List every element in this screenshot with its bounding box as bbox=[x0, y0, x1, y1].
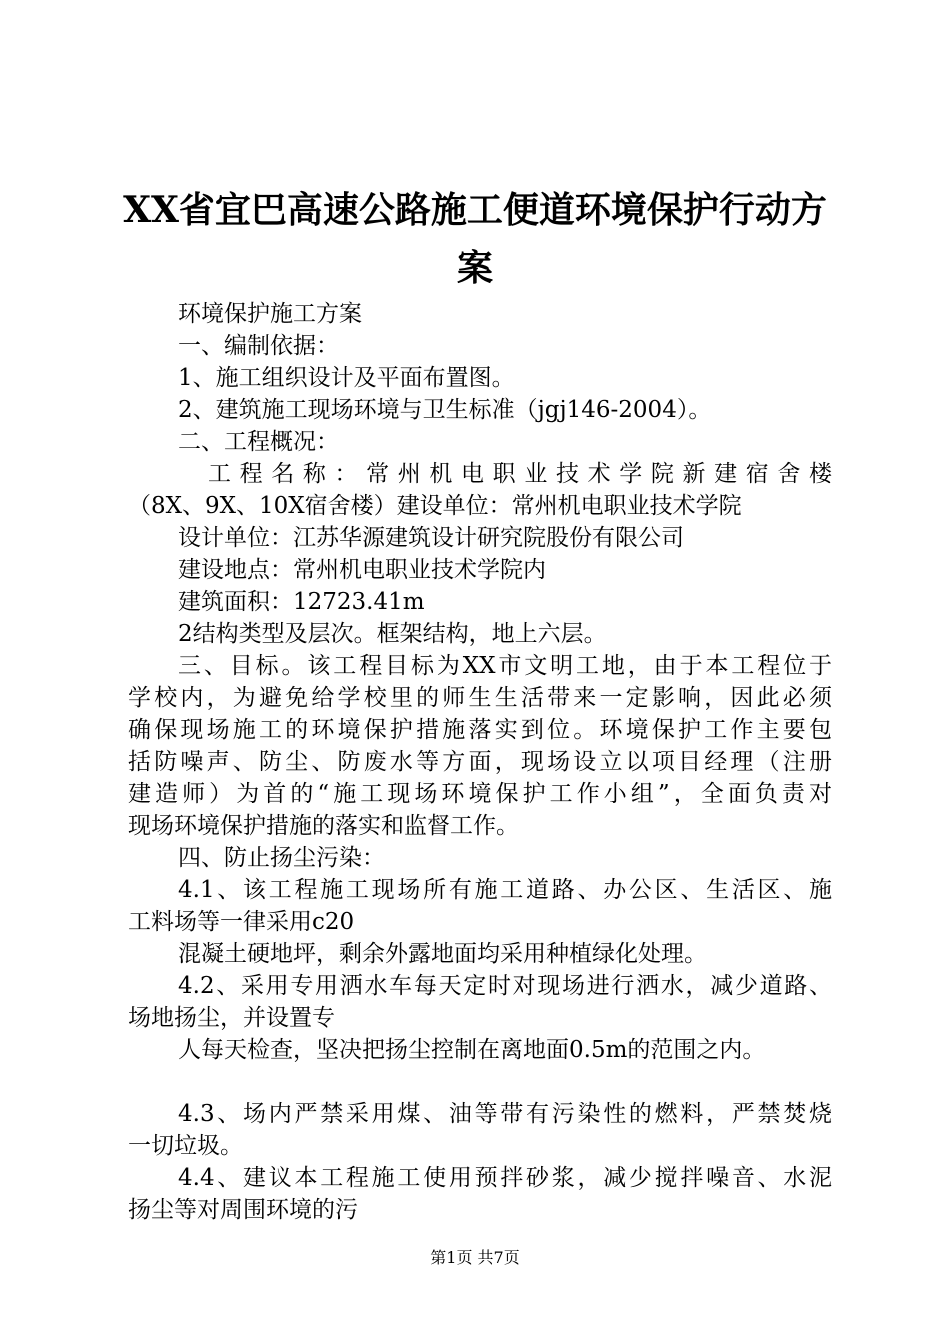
page-footer: 第1页 共7页 bbox=[430, 1248, 520, 1267]
paragraph-line: 1、施工组织设计及平面布置图。 bbox=[178, 365, 515, 391]
paragraph-line: 4.2、采用专用洒水车每天定时对现场进行洒水，减少道路、 bbox=[178, 973, 832, 999]
document-body bbox=[128, 298, 832, 1226]
section-heading: 一、编制依据： bbox=[178, 333, 339, 359]
section-heading: 四、防止扬尘污染： bbox=[178, 845, 385, 871]
paragraph-line: 4.1、该工程施工现场所有施工道路、办公区、生活区、施 bbox=[178, 877, 832, 903]
paragraph-line: 工程名称：常州机电职业技术学院新建宿舍楼 bbox=[208, 461, 832, 487]
paragraph-line: 4.3、场内严禁采用煤、油等带有污染性的燃料，严禁焚烧 bbox=[178, 1101, 832, 1127]
document-title-line-2: 案 bbox=[456, 247, 493, 289]
paragraph-line: 三、目标。该工程目标为XX市文明工地，由于本工程位于 bbox=[178, 653, 832, 679]
paragraph-line: 确保现场施工的环境保护措施落实到位。环境保护工作主要包 bbox=[128, 717, 832, 743]
section-heading: 二、工程概况： bbox=[178, 429, 339, 455]
paragraph-line: 4.4、建议本工程施工使用预拌砂浆，减少搅拌噪音、水泥 bbox=[178, 1165, 832, 1191]
paragraph-line: 人每天检查，坚决把扬尘控制在离地面0.5m的范围之内。 bbox=[178, 1037, 766, 1063]
paragraph-line: 工料场等一律采用c20 bbox=[128, 909, 355, 935]
document-title-line-1: XX省宜巴高速公路施工便道环境保护行动方 bbox=[123, 189, 827, 231]
paragraph-line: 建筑面积：12723.41m bbox=[178, 589, 425, 615]
paragraph-line: 学校内，为避免给学校里的师生生活带来一定影响，因此必须 bbox=[128, 685, 832, 711]
paragraph-line: 设计单位：江苏华源建筑设计研究院股份有限公司 bbox=[178, 525, 684, 551]
blank-line bbox=[128, 1066, 832, 1098]
paragraph-line: 一切垃圾。 bbox=[128, 1133, 243, 1159]
paragraph-line: 场地扬尘，并设置专 bbox=[128, 1005, 335, 1031]
paragraph-line: 混凝土硬地坪，剩余外露地面均采用种植绿化处理。 bbox=[178, 941, 707, 967]
paragraph-line: 扬尘等对周围环境的污 bbox=[128, 1197, 358, 1223]
paragraph-line: 建设地点：常州机电职业技术学院内 bbox=[178, 557, 546, 583]
paragraph-line: 2结构类型及层次。框架结构，地上六层。 bbox=[178, 621, 607, 647]
paragraph-line: 括防噪声、防尘、防废水等方面，现场设立以项目经理（注册 bbox=[128, 749, 832, 775]
paragraph-line: （8X、9X、10X宿舍楼）建设单位：常州机电职业技术学院 bbox=[128, 493, 742, 519]
paragraph-line: 2、建筑施工现场环境与卫生标准（jgj146-2004）。 bbox=[178, 397, 712, 423]
paragraph-line: 建造师）为首的“施工现场环境保护工作小组”，全面负责对 bbox=[128, 781, 832, 807]
paragraph-line: 现场环境保护措施的落实和监督工作。 bbox=[128, 813, 519, 839]
section-heading: 环境保护施工方案 bbox=[178, 301, 362, 327]
